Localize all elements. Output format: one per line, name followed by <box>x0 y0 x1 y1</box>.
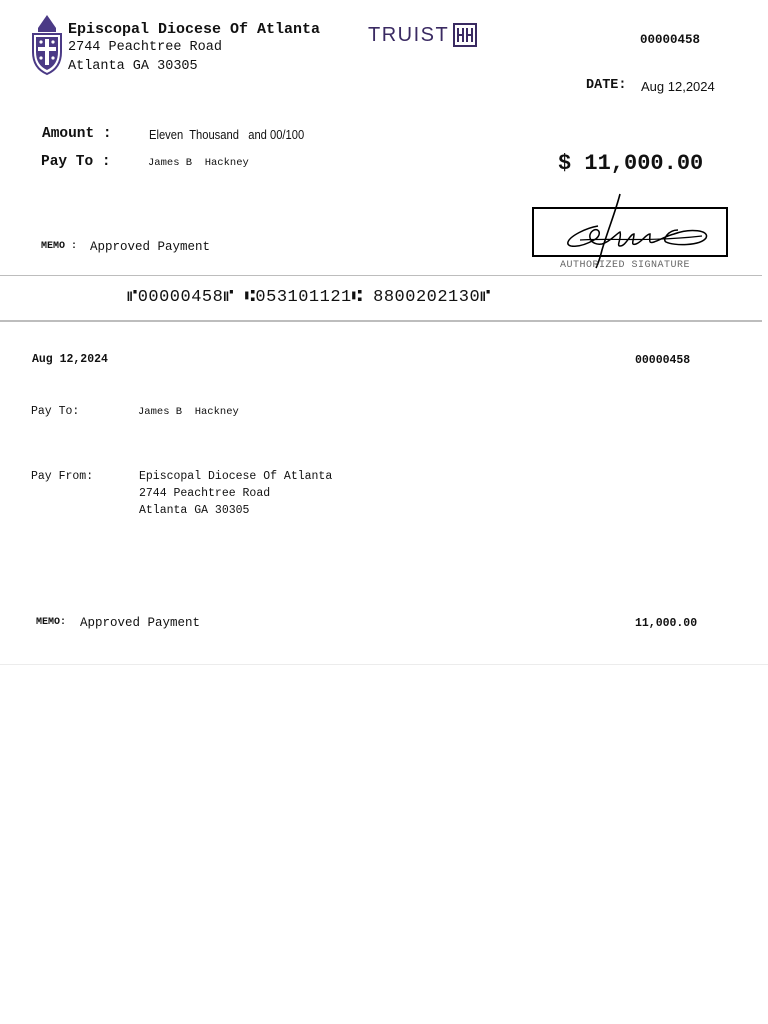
stub-memo-value: Approved Payment <box>80 616 201 630</box>
bank-name: TRUIST <box>368 23 450 46</box>
org-address-line2: Atlanta GA 30305 <box>68 59 198 74</box>
org-address-line1: 2744 Peachtree Road <box>68 40 222 55</box>
check-bottom-rule <box>0 320 762 322</box>
amount-in-words: Eleven Thousand and 00/100 <box>149 127 305 142</box>
check-number: 00000458 <box>640 33 701 47</box>
stub-pay-from-line3: Atlanta GA 30305 <box>139 504 250 517</box>
truist-hh-mark-icon <box>453 23 477 47</box>
stub-amount: 11,000.00 <box>635 617 698 630</box>
bank-logo <box>368 20 477 50</box>
memo-label: MEMO : <box>41 241 78 252</box>
stub-pay-to-label: Pay To: <box>31 405 80 418</box>
payee-name: James B Hackney <box>148 157 249 169</box>
signature-image <box>550 190 720 270</box>
stub-pay-from-line1: Episcopal Diocese Of Atlanta <box>139 470 333 483</box>
stub-memo-label: MEMO: <box>36 617 67 628</box>
date-value: Aug 12,2024 <box>641 79 715 94</box>
pay-to-label: Pay To : <box>41 154 111 170</box>
stub-pay-to-value: James B Hackney <box>138 406 239 418</box>
date-label: DATE: <box>586 78 627 93</box>
micr-top-rule <box>0 275 762 276</box>
stub-pay-from-label: Pay From: <box>31 470 94 483</box>
signature-caption: AUTHORIZED SIGNATURE <box>560 260 691 271</box>
stub-pay-from-line2: 2744 Peachtree Road <box>139 487 271 500</box>
amount-numeric: $ 11,000.00 <box>558 151 704 176</box>
check <box>0 0 768 322</box>
stub-check-number: 00000458 <box>635 354 691 367</box>
stub-divider <box>0 664 768 665</box>
micr-line: ⑈00000458⑈ ⑆053101121⑆ 8800202130⑈ <box>127 288 491 307</box>
diocese-shield-icon <box>30 14 64 76</box>
org-name: Episcopal Diocese Of Atlanta <box>68 21 321 38</box>
amount-label: Amount : <box>42 126 112 142</box>
stub-date: Aug 12,2024 <box>32 353 108 366</box>
memo-value: Approved Payment <box>90 240 211 254</box>
